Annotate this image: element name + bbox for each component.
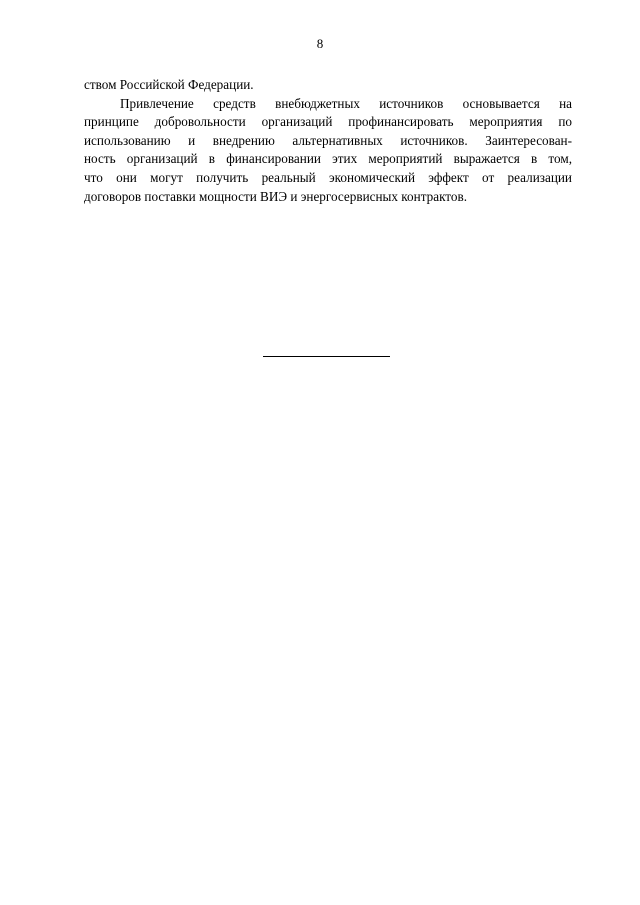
- text-line-4: использованию и внедрению альтернативных источников. Заинтересован-: [84, 132, 572, 148]
- text-line-3: принципе добровольности организаций профинансировать мероприятия по: [84, 114, 572, 130]
- text-line-5: ность организаций в финансировании этих мероприятий выражается в том,: [84, 151, 572, 167]
- body-text: [84, 76, 572, 206]
- closing-divider: [263, 356, 390, 357]
- text-line-1: ством Российской Федерации.: [84, 77, 254, 92]
- text-line-7: договоров поставки мощности ВИЭ и энергосервисных контрактов.: [84, 188, 468, 204]
- text-line-2: Привлечение средств внебюджетных источников основывается на: [120, 95, 572, 111]
- page-number: 8: [316, 36, 324, 51]
- text-line-6: что они могут получить реальный экономический эффект от реализации: [84, 169, 572, 185]
